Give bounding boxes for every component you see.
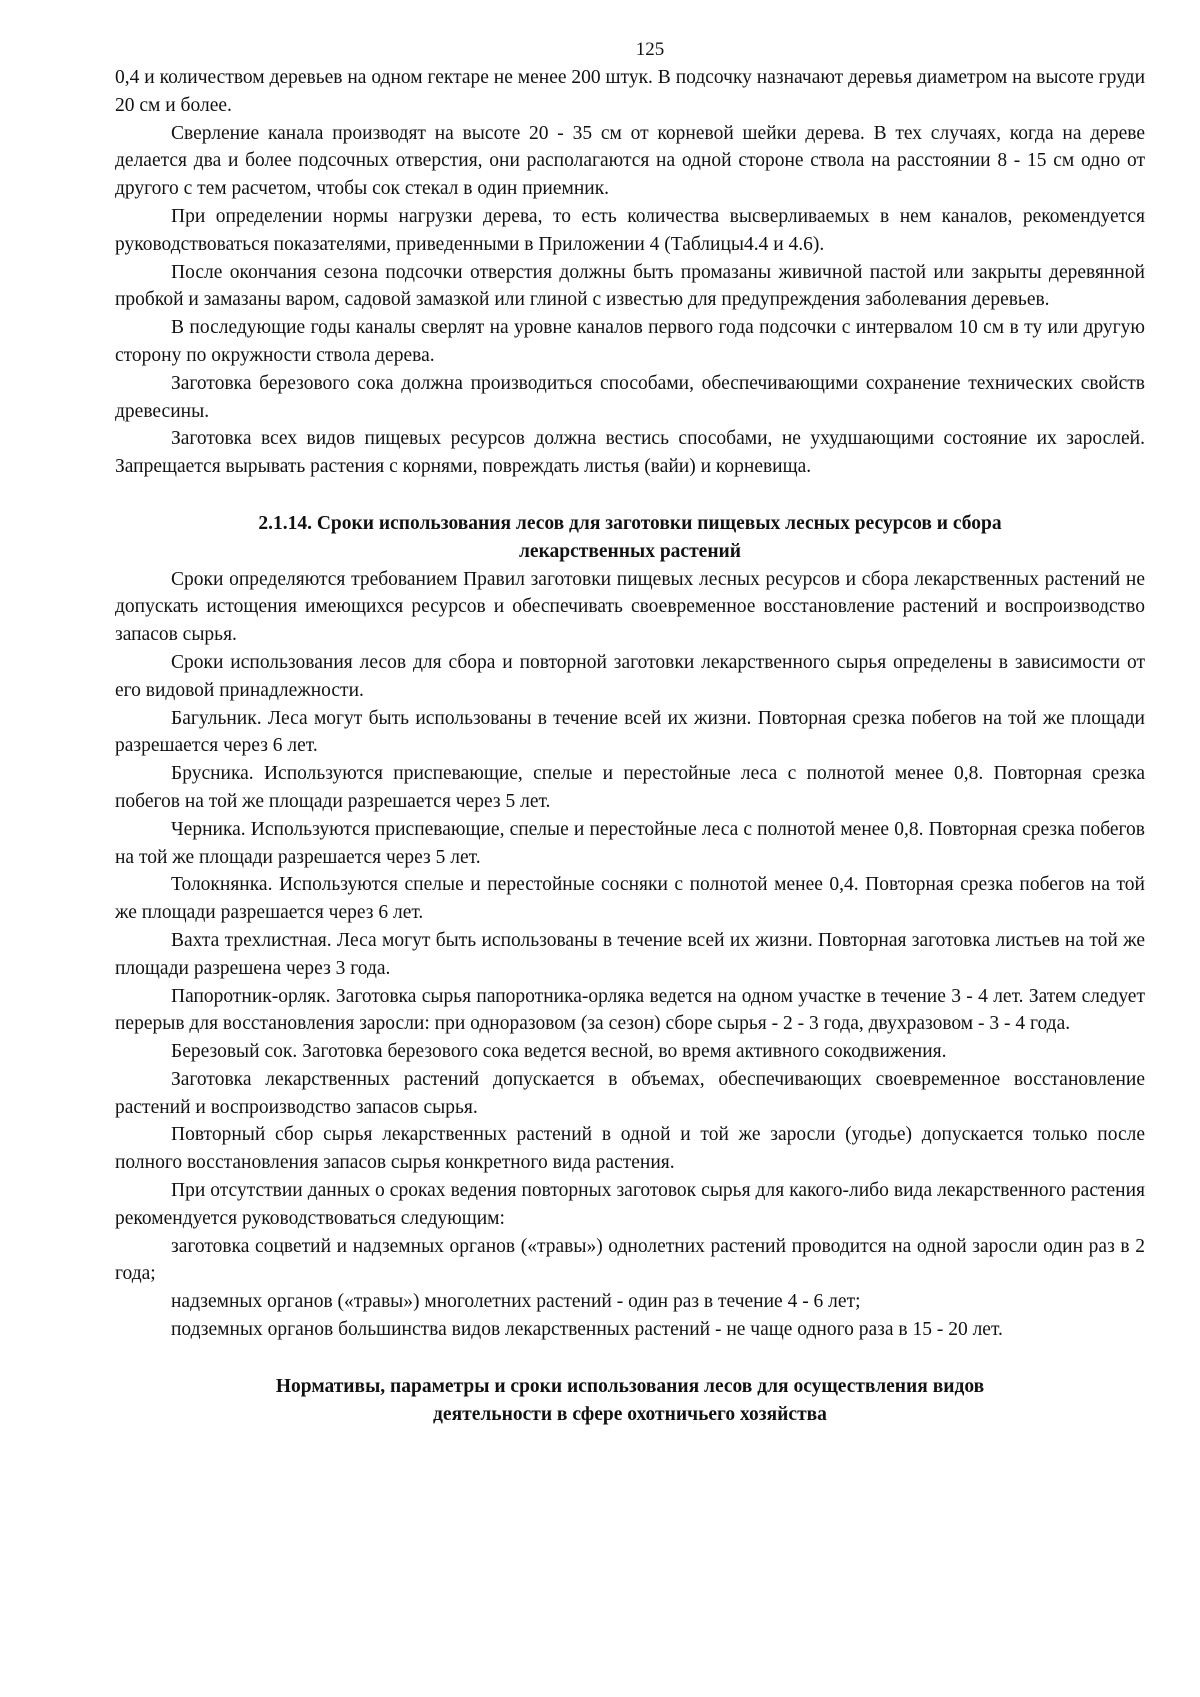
paragraph: Сверление канала производят на высоте 20 - 35 см от корневой шейки дерева. В тех случаях, когда на дереве делается два и более подсочных отверстия, они располагаются на одной стороне ствола на расстоянии 8 - 15 см одно от другого с тем расчетом, чтобы сок стекал в один приемник. bbox=[115, 122, 1145, 200]
intro-section bbox=[115, 64, 1145, 481]
paragraph: заготовка соцветий и надземных органов («травы») однолетних растений проводится на одной заросли один раз в 2 года; bbox=[115, 1235, 1145, 1285]
paragraph: 0,4 и количеством деревьев на одном гектаре не менее 200 штук. В подсочку назначают деревья диаметром на высоте груди 20 см и более. bbox=[115, 67, 1145, 116]
paragraph: Повторный сбор сырья лекарственных растений в одной и той же заросли (угодье) допускается только после полного восстановления запасов сырья конкретного вида растения. bbox=[115, 1124, 1145, 1174]
paragraph: Папоротник-орляк. Заготовка сырья папоротника-орляка ведется на одном участке в течение 3 - 4 лет. Затем следует перерыв для восстановления заросли: при одноразовом (за сезон) сборе сырья - 2 - 3 года, двухразовом - 3 - 4 года. bbox=[115, 985, 1145, 1035]
paragraph: После окончания сезона подсочки отверстия должны быть промазаны живичной пастой или закрыты деревянной пробкой и замазаны варом, садовой замазкой или глиной с известью для предупреждения заболевания деревьев. bbox=[115, 261, 1145, 311]
section-heading-line: Нормативы, параметры и сроки использования лесов для осуществления видов bbox=[275, 1375, 985, 1397]
document-page bbox=[115, 38, 1145, 1428]
paragraph: В последующие годы каналы сверлят на уровне каналов первого года подсочки с интервалом 10 см в ту или другую сторону по окружности ствола дерева. bbox=[115, 317, 1145, 366]
paragraph: Заготовка березового сока должна производиться способами, обеспечивающими сохранение технических свойств древесины. bbox=[115, 372, 1145, 422]
section-heading-line: деятельности в сфере охотничьего хозяйства bbox=[433, 1403, 827, 1425]
paragraph: При отсутствии данных о сроках ведения повторных заготовок сырья для какого-либо вида лекарственного растения рекомендуется руководствоваться следующим: bbox=[115, 1180, 1145, 1229]
paragraph: Черника. Используются приспевающие, спелые и перестойные леса с полнотой менее 0,8. Повторная срезка побегов на той же площади разрешается через 5 лет. bbox=[115, 818, 1145, 868]
paragraph: Сроки использования лесов для сбора и повторной заготовки лекарственного сырья определены в зависимости от его видовой принадлежности. bbox=[115, 651, 1145, 701]
paragraph: Березовый сок. Заготовка березового сока ведется весной, во время активного сокодвижения. bbox=[171, 1041, 947, 1063]
paragraph: Брусника. Используются приспевающие, спелые и перестойные леса с полнотой менее 0,8. Повторная срезка побегов на той же площади разрешается через 5 лет. bbox=[115, 763, 1145, 812]
page-number: 125 bbox=[635, 39, 665, 60]
paragraph: надземных органов («травы») многолетних растений - один раз в течение 4 - 6 лет; bbox=[171, 1291, 861, 1313]
paragraph: Сроки определяются требованием Правил заготовки пищевых лесных ресурсов и сбора лекарственных растений не допускать истощения имеющихся ресурсов и обеспечивать своевременное восстановление растений и воспроизводство запасов сырья. bbox=[115, 568, 1145, 646]
section-heading-line: лекарственных растений bbox=[518, 540, 742, 562]
paragraph: Заготовка лекарственных растений допускается в объемах, обеспечивающих своевременное восстановление растений и воспроизводство запасов сырья. bbox=[115, 1068, 1145, 1118]
paragraph: Заготовка всех видов пищевых ресурсов должна вестись способами, не ухудшающими состояние их зарослей. Запрещается вырывать растения с корнями, повреждать листья (вайи) и корневища. bbox=[115, 428, 1145, 478]
paragraph: Вахта трехлистная. Леса могут быть использованы в течение всей их жизни. Повторная заготовка листьев на той же площади разрешена через 3 года. bbox=[115, 929, 1145, 979]
paragraph: подземных органов большинства видов лекарственных растений - не чаще одного раза в 15 - 20 лет. bbox=[171, 1319, 1003, 1341]
paragraph: Багульник. Леса могут быть использованы в течение всей их жизни. Повторная срезка побегов на той же площади разрешается через 6 лет. bbox=[115, 707, 1145, 757]
section-heading bbox=[115, 1373, 1145, 1429]
paragraph: Толокнянка. Используются спелые и перестойные сосняки с полнотой менее 0,4. Повторная срезка побегов на той же площади разрешается через 6 лет. bbox=[115, 874, 1145, 924]
section-2-1-14-body bbox=[115, 566, 1145, 1344]
paragraph: При определении нормы нагрузки дерева, то есть количества высверливаемых в нем каналов, рекомендуется руководствоваться показателями, приведенными в Приложении 4 (Таблицы4.4 и 4.6). bbox=[115, 205, 1145, 255]
section-heading bbox=[115, 510, 1145, 566]
section-heading-line: 2.1.14. Сроки использования лесов для заготовки пищевых лесных ресурсов и сбора bbox=[258, 512, 1002, 534]
